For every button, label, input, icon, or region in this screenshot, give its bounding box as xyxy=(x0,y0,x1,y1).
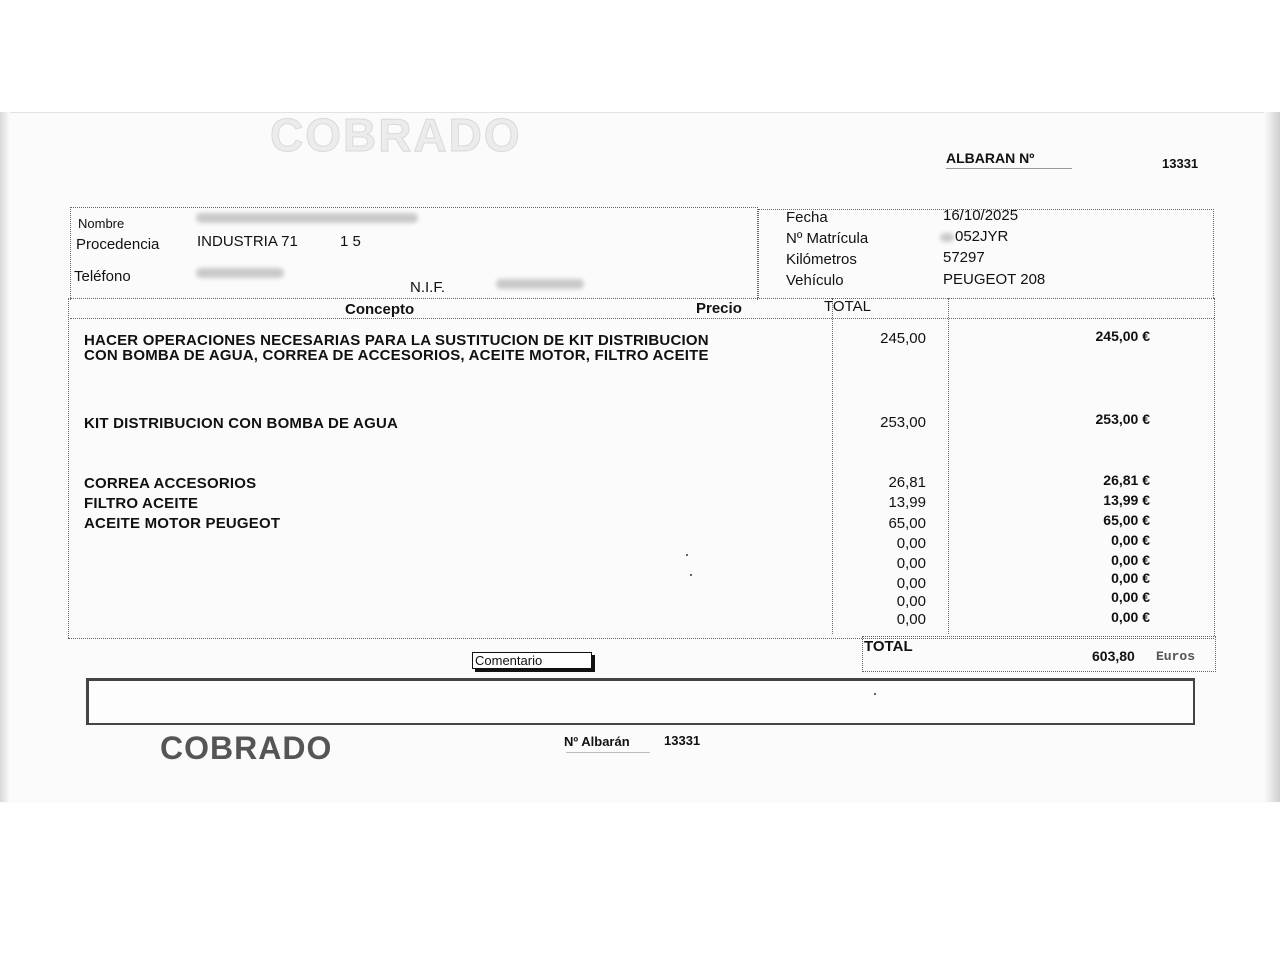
plate-value: 052JYR xyxy=(955,228,1009,245)
km-label: Kilómetros xyxy=(786,251,857,268)
scan-speck xyxy=(686,554,688,556)
paid-stamp: COBRADO xyxy=(160,730,333,766)
price-column-divider xyxy=(832,298,833,634)
item-price: 0,00 xyxy=(896,575,926,592)
item-description: ACEITE MOTOR PEUGEOT xyxy=(84,515,281,532)
paper-shadow-left xyxy=(0,112,10,802)
footer-albaran-label: Nº Albarán xyxy=(564,734,630,749)
paid-stamp-faded: COBRADO xyxy=(270,109,522,161)
comment-field[interactable] xyxy=(86,678,1195,725)
table-header-rule xyxy=(70,318,1214,319)
table-left-edge xyxy=(68,298,69,638)
item-price: 0,00 xyxy=(896,611,926,628)
albaran-number: 13331 xyxy=(1162,156,1199,171)
item-total: 245,00 € xyxy=(1095,328,1150,344)
total-column-divider xyxy=(948,298,949,634)
phone-value-redacted xyxy=(196,268,284,278)
name-label: Nombre xyxy=(78,216,125,231)
origin-value: INDUSTRIA 71 xyxy=(197,233,298,250)
grand-total-label: TOTAL xyxy=(864,638,913,655)
item-description-continued: CON BOMBA DE AGUA, CORREA DE ACCESORIOS, ACEITE MOTOR, FILTRO ACEITE xyxy=(84,347,709,364)
item-price: 245,00 xyxy=(880,330,926,347)
concept-column-header: Concepto xyxy=(345,301,415,318)
item-price: 26,81 xyxy=(888,474,926,491)
paper-shadow-right xyxy=(1264,112,1280,802)
item-total: 253,00 € xyxy=(1095,411,1150,427)
albaran-underline xyxy=(946,168,1072,169)
km-value: 57297 xyxy=(943,249,985,266)
item-price: 253,00 xyxy=(880,414,926,431)
total-column-header: TOTAL xyxy=(824,298,871,315)
footer-albaran-underline xyxy=(566,752,650,753)
item-total: 65,00 € xyxy=(1103,512,1150,528)
footer-albaran-number: 13331 xyxy=(664,733,701,748)
table-top-rule xyxy=(70,298,1214,299)
item-total: 0,00 € xyxy=(1111,552,1150,568)
scan-speck xyxy=(874,693,876,695)
item-price: 0,00 xyxy=(896,593,926,610)
table-right-edge xyxy=(1214,298,1215,636)
item-total: 0,00 € xyxy=(1111,570,1150,586)
item-total: 0,00 € xyxy=(1111,609,1150,625)
item-price: 0,00 xyxy=(896,535,926,552)
origin-label: Procedencia xyxy=(76,236,160,253)
origin-extra: 1 5 xyxy=(340,233,361,250)
item-total: 26,81 € xyxy=(1103,472,1150,488)
item-price: 0,00 xyxy=(896,555,926,572)
date-value: 16/10/2025 xyxy=(943,207,1019,224)
item-total: 13,99 € xyxy=(1103,492,1150,508)
item-description: KIT DISTRIBUCION CON BOMBA DE AGUA xyxy=(84,415,399,432)
model-value: PEUGEOT 208 xyxy=(943,271,1046,288)
item-total: 0,00 € xyxy=(1111,532,1150,548)
nif-label: N.I.F. xyxy=(410,279,446,296)
price-column-header: Precio xyxy=(696,300,742,317)
comment-button[interactable]: Comentario xyxy=(472,652,592,669)
item-total: 0,00 € xyxy=(1111,589,1150,605)
item-description: CORREA ACCESORIOS xyxy=(84,475,257,492)
plate-label: Nº Matrícula xyxy=(786,230,869,247)
grand-total-currency: Euros xyxy=(1156,649,1196,664)
item-price: 13,99 xyxy=(888,494,926,511)
scan-speck xyxy=(690,574,692,576)
nif-value-redacted xyxy=(496,279,584,289)
date-label: Fecha xyxy=(786,209,828,226)
plate-prefix-redacted xyxy=(940,233,954,242)
grand-total-value: 603,80 xyxy=(1092,648,1135,664)
item-price: 65,00 xyxy=(888,515,926,532)
phone-label: Teléfono xyxy=(74,268,131,285)
item-description: HACER OPERACIONES NECESARIAS PARA LA SUSTITUCION DE KIT DISTRIBUCION xyxy=(84,332,709,349)
model-label: Vehículo xyxy=(786,272,844,289)
albaran-label: ALBARAN Nº xyxy=(946,150,1035,166)
name-value-redacted xyxy=(196,213,418,223)
item-description: FILTRO ACEITE xyxy=(84,495,199,512)
